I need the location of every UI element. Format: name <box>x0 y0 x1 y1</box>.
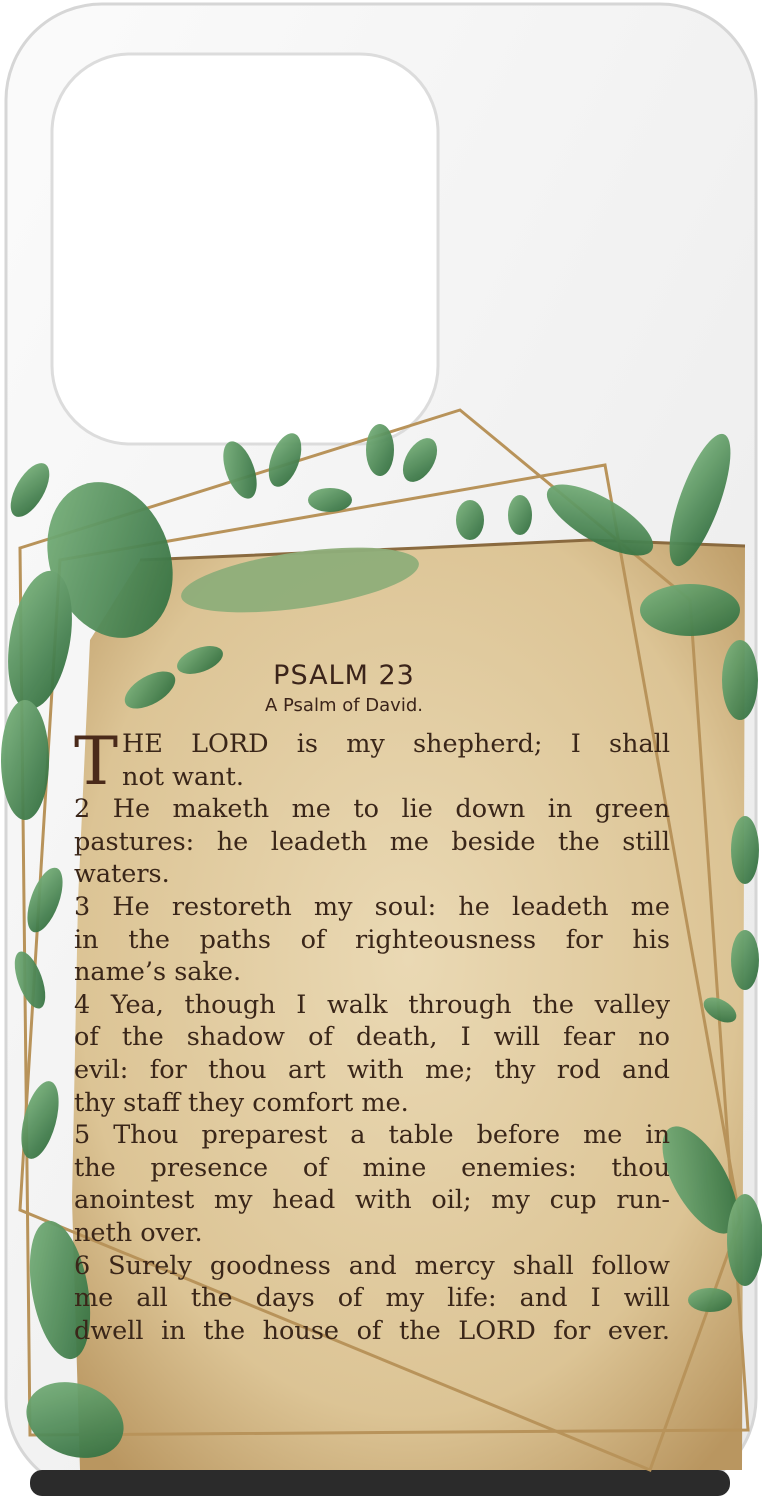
psalm-text <box>74 660 670 1347</box>
verse-line: anointest my head with oil; my cup run- <box>74 1185 670 1216</box>
verse-line: of the shadow of death, I will fear no <box>74 1022 670 1053</box>
case-bottom-edge <box>30 1470 730 1496</box>
verse-line: neth over. <box>74 1217 203 1248</box>
verse-line: me all the days of my life: and I will <box>74 1283 670 1314</box>
verse-line: in the paths of righteousness for his <box>74 924 670 955</box>
verse-line: 3 He restoreth my soul: he leadeth me <box>74 891 670 922</box>
psalm-subtitle: A Psalm of David. <box>264 695 423 716</box>
verse-line: not want. <box>122 761 244 792</box>
verse-line: thy staff they comfort me. <box>74 1087 409 1118</box>
verse-line: evil: for thou art with me; thy rod and <box>74 1054 670 1085</box>
verse-line: dwell in the house of the LORD for ever. <box>74 1315 670 1346</box>
camera-cutout <box>52 54 438 444</box>
verse-line: pastures: he leadeth me beside the still <box>74 826 670 857</box>
psalm-title: PSALM 23 <box>273 660 415 691</box>
verse-line: waters. <box>74 859 170 890</box>
verse-line: 2 He maketh me to lie down in green <box>74 794 670 825</box>
verse-line: the presence of mine enemies: thou <box>74 1152 670 1183</box>
verse-line: 5 Thou preparest a table before me in <box>74 1120 670 1151</box>
dropcap-letter: T <box>74 723 119 800</box>
verse-line: name’s sake. <box>74 957 242 988</box>
verse-line: 4 Yea, though I walk through the valley <box>74 989 670 1020</box>
verse-line: 6 Surely goodness and mercy shall follow <box>74 1250 670 1281</box>
psalm-verses <box>74 723 670 1347</box>
verse-line: HE LORD is my shepherd; I shall <box>122 729 670 759</box>
